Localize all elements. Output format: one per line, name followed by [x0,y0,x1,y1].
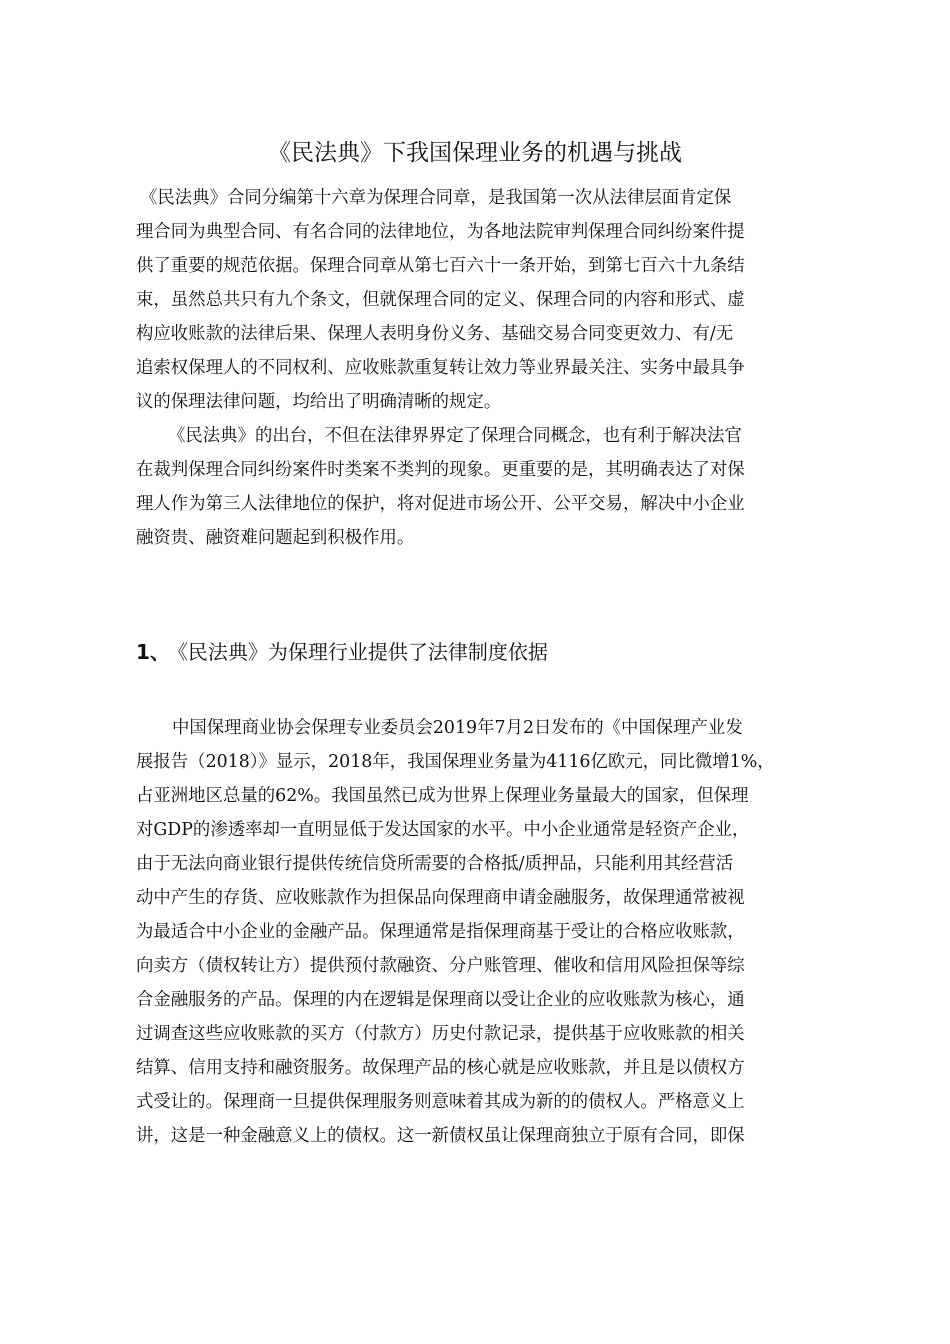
text-line: 在裁判保理合同纠纷案件时类案不类判的现象。更重要的是，其明确表达了对保 [136,460,745,480]
text-line: 向卖方（债权转让方）提供预付款融资、分户账管理、催收和信用风险担保等综 [136,956,745,976]
text-line: 为最适合中小企业的金融产品。保理通常是指保理商基于受让的合格应收账款， [136,922,745,942]
text-line: 供了重要的规范依据。保理合同章从第七百六十一条开始，到第七百六十九条结 [136,256,745,276]
text-line: 讲，这是一种金融意义上的债权。这一新债权虽让保理商独立于原有合同，即保 [136,1126,745,1146]
text-line: 动中产生的存货、应收账款作为担保品向保理商申请金融服务，故保理通常被视 [136,888,745,908]
section-number: 1、 [136,640,170,664]
section-heading-text: 《民法典》为保理行业提供了法律制度依据 [177,640,548,664]
text-line: 过调查这些应收账款的买方（付款方）历史付款记录，提供基于应收账款的相关 [136,1024,745,1044]
text-line: 融资贵、融资难问题起到积极作用。 [136,528,415,548]
text-line: 理合同为典型合同、有名合同的法律地位，为各地法院审判保理合同纠纷案件提 [136,222,745,242]
document-title: 《民法典》下我国保理业务的机遇与挑战 [268,140,682,166]
text-line: 占亚洲地区总量的62%。我国虽然已成为世界上保理业务量最大的国家，但保理 [136,786,749,806]
text-line: 追索权保理人的不同权利、应收账款重复转让效力等业界最关注、实务中最具争 [136,358,745,378]
text-line: 式受让的。保理商一旦提供保理服务则意味着其成为新的的债权人。严格意义上 [136,1092,745,1112]
text-line: 展报告（2018）》显示，2018年，我国保理业务量为4116亿欧元，同比微增1%， [136,752,775,772]
text-line: 理人作为第三人法律地位的保护，将对促进市场公开、公平交易，解决中小企业 [136,494,745,514]
section-heading [136,634,548,670]
text-line: 束，虽然总共只有九个条文，但就保理合同的定义、保理合同的内容和形式、虚 [136,290,745,310]
text-line: 中国保理商业协会保理专业委员会2019年7月2日发布的《中国保理产业发 [172,718,743,738]
text-line: 《民法典》的出台，不但在法律界界定了保理合同概念，也有利于解决法官 [168,426,742,446]
text-line: 由于无法向商业银行提供传统信贷所需要的合格抵/质押品，只能利用其经营活 [136,854,734,874]
text-line: 对GDP的渗透率却一直明显低于发达国家的水平。中小企业通常是轻资产企业， [136,820,750,840]
text-line: 合金融服务的产品。保理的内在逻辑是保理商以受让企业的应收账款为核心，通 [136,990,745,1010]
text-line: 议的保理法律问题，均给出了明确清晰的规定。 [136,392,502,412]
text-line: 《民法典》合同分编第十六章为保理合同章，是我国第一次从法律层面肯定保 [140,188,732,208]
text-line: 结算、信用支持和融资服务。故保理产品的核心就是应收账款，并且是以债权方 [136,1058,745,1078]
text-line: 构应收账款的法律后果、保理人表明身份义务、基础交易合同变更效力、有/无 [136,324,734,344]
